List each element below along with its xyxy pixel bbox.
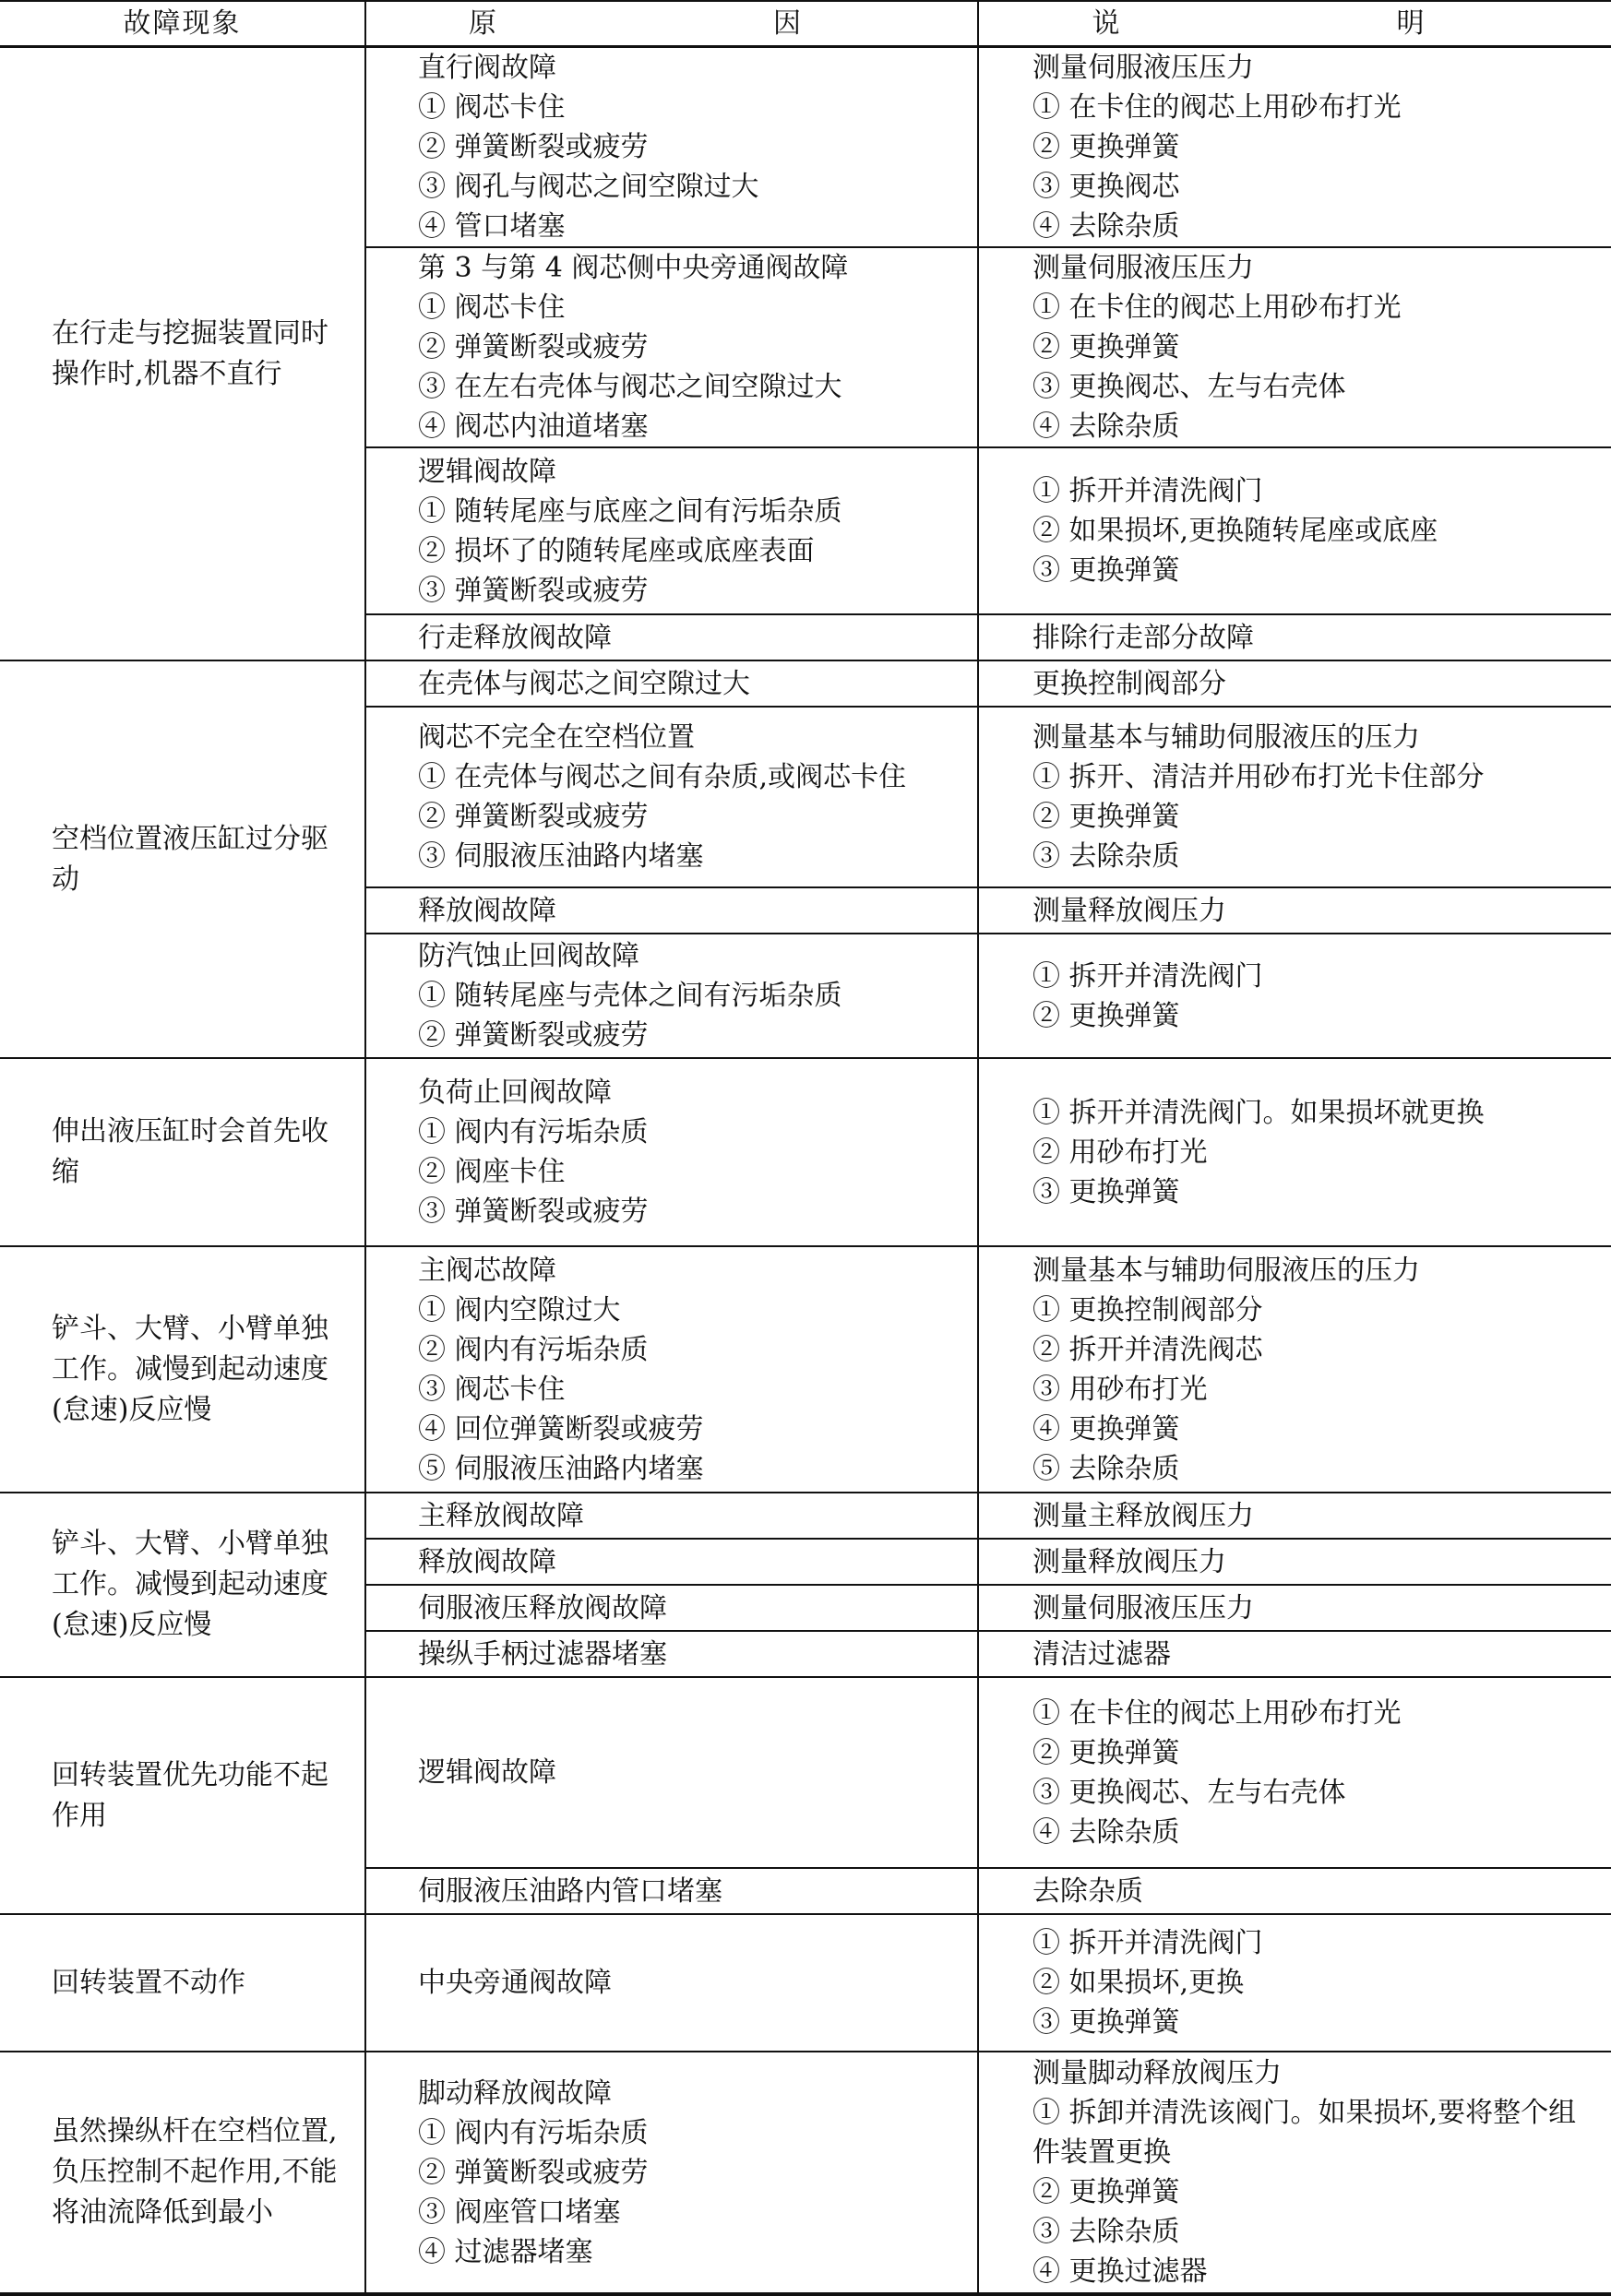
table-row	[0, 1677, 1611, 1868]
text-line: ② 更换弹簧	[1032, 999, 1180, 1032]
symptom-text: 回转装置不动作	[52, 1966, 245, 1999]
text-line: ③ 阀芯卡住	[418, 1373, 566, 1406]
text-line: ② 阀内有污垢杂质	[418, 1333, 649, 1366]
text-line: ② 更换弹簧	[1032, 801, 1180, 833]
symptom-cell	[0, 1493, 365, 1677]
cause-cell	[365, 1058, 978, 1246]
cause-cell	[365, 707, 978, 887]
text-line: 测量脚动释放阀压力	[1032, 2057, 1282, 2089]
text-line: 排除行走部分故障	[1032, 621, 1254, 654]
text-line: 测量基本与辅助伺服液压的压力	[1032, 1254, 1420, 1287]
text-line: ② 更换弹簧	[1032, 2176, 1180, 2208]
text-line: 行走释放阀故障	[418, 621, 612, 654]
header-cause: 原 因	[365, 1, 978, 47]
text-line: 逻辑阀故障	[418, 455, 556, 488]
text-line: ② 更换弹簧	[1032, 331, 1180, 363]
note-cell	[978, 1058, 1611, 1246]
symptom-text: 伸出液压缸时会首先收缩	[52, 1115, 328, 1188]
cause-cell	[365, 1246, 978, 1493]
text-line: ② 更换弹簧	[1032, 131, 1180, 163]
text-line: ① 在卡住的阀芯上用砂布打光	[1032, 291, 1402, 324]
text-line: 测量释放阀压力	[1032, 894, 1226, 927]
text-line: 伺服液压释放阀故障	[418, 1591, 667, 1624]
note-cell	[978, 660, 1611, 707]
cause-cell	[365, 47, 978, 248]
symptom-cell	[0, 2052, 365, 2294]
text-line: 在壳体与阀芯之间空隙过大	[418, 667, 750, 700]
note-cell	[978, 887, 1611, 934]
text-line: ① 阀内空隙过大	[418, 1293, 621, 1326]
text-line: ③ 更换阀芯、左与右壳体	[1032, 1776, 1346, 1809]
note-cell	[978, 1631, 1611, 1677]
text-line: 去除杂质	[1032, 1874, 1143, 1908]
text-line: ③ 阀座管口堵塞	[418, 2195, 621, 2229]
text-line: ② 弹簧断裂或疲劳	[418, 2156, 649, 2189]
text-line: ① 随转尾座与壳体之间有污垢杂质	[418, 980, 842, 1012]
text-line: 测量释放阀压力	[1032, 1545, 1226, 1578]
text-line: ② 更换弹簧	[1032, 1736, 1180, 1769]
note-cell	[978, 2052, 1611, 2294]
text-line: ③ 用砂布打光	[1032, 1373, 1208, 1406]
note-cell	[978, 934, 1611, 1058]
note-cell	[978, 614, 1611, 660]
text-line: 主释放阀故障	[418, 1499, 584, 1532]
text-line: ④ 去除杂质	[1032, 1815, 1180, 1849]
symptom-text: 在行走与挖掘装置同时操作时,机器不直行	[52, 316, 328, 390]
table-row	[0, 1246, 1611, 1493]
text-line: 测量基本与辅助伺服液压的压力	[1032, 721, 1420, 754]
cause-cell	[365, 1631, 978, 1677]
text-line: ④ 去除杂质	[1032, 210, 1180, 243]
text-line: 释放阀故障	[418, 894, 556, 927]
table-body	[0, 47, 1611, 2295]
text-line: ② 弹簧断裂或疲劳	[418, 801, 649, 833]
cause-cell	[365, 887, 978, 934]
text-line: ③ 伺服液压油路内堵塞	[418, 840, 704, 873]
cause-cell	[365, 614, 978, 660]
text-line: ① 在壳体与阀芯之间有杂质,或阀芯卡住	[418, 761, 907, 793]
text-line: 测量主释放阀压力	[1032, 1499, 1254, 1532]
text-line: ④ 过滤器堵塞	[418, 2235, 593, 2268]
symptom-cell	[0, 660, 365, 1058]
table-row	[0, 1493, 1611, 1539]
text-line: ① 在卡住的阀芯上用砂布打光	[1032, 1696, 1402, 1730]
table-row	[0, 2052, 1611, 2294]
symptom-text: 铲斗、大臂、小臂单独工作。减慢到起动速度(怠速)反应慢	[52, 1312, 328, 1426]
text-line: ① 拆开并清洗阀门	[1032, 475, 1263, 507]
symptom-cell	[0, 1246, 365, 1493]
text-line: ① 拆开、清洁并用砂布打光卡住部分	[1032, 761, 1485, 793]
note-cell	[978, 1585, 1611, 1631]
text-line: ② 弹簧断裂或疲劳	[418, 1019, 649, 1052]
text-line: 操纵手柄过滤器堵塞	[418, 1637, 667, 1671]
symptom-cell	[0, 47, 365, 661]
cause-cell	[365, 934, 978, 1058]
text-line: ③ 弹簧断裂或疲劳	[418, 574, 649, 607]
text-line: ① 阀内有污垢杂质	[418, 1116, 649, 1148]
text-line: ④ 阀芯内油道堵塞	[418, 410, 649, 443]
text-line: ① 拆开并清洗阀门。如果损坏就更换	[1032, 1096, 1485, 1129]
text-line: 更换控制阀部分	[1032, 667, 1226, 700]
text-line: 逻辑阀故障	[418, 1756, 556, 1789]
text-line: 测量伺服液压压力	[1032, 52, 1254, 84]
text-line: 测量伺服液压压力	[1032, 1591, 1254, 1624]
symptom-text: 空档位置液压缸过分驱动	[52, 822, 328, 896]
text-line: ① 在卡住的阀芯上用砂布打光	[1032, 91, 1402, 124]
text-line: ① 阀芯卡住	[418, 91, 566, 124]
cause-cell	[365, 1493, 978, 1539]
note-cell	[978, 47, 1611, 248]
text-line: ② 用砂布打光	[1032, 1136, 1208, 1169]
text-line: ① 阀芯卡住	[418, 291, 566, 324]
text-line: 主阀芯故障	[418, 1254, 556, 1287]
cause-cell	[365, 1539, 978, 1585]
text-line: ① 拆开并清洗阀门	[1032, 959, 1263, 993]
text-line: 清洁过滤器	[1032, 1637, 1171, 1671]
text-line: ⑤ 伺服液压油路内堵塞	[418, 1452, 704, 1485]
text-line: 防汽蚀止回阀故障	[418, 940, 639, 972]
cause-cell	[365, 447, 978, 614]
text-line: ④ 更换弹簧	[1032, 1412, 1180, 1445]
text-line: ② 阀座卡住	[418, 1156, 566, 1188]
note-cell	[978, 1677, 1611, 1868]
text-line: ③ 阀孔与阀芯之间空隙过大	[418, 171, 759, 203]
symptom-text: 虽然操纵杆在空档位置,负压控制不起作用,不能将油流降低到最小	[52, 2115, 338, 2229]
text-line: 直行阀故障	[418, 52, 556, 84]
text-line: ② 损坏了的随转尾座或底座表面	[418, 534, 815, 567]
text-line: ② 弹簧断裂或疲劳	[418, 131, 649, 163]
cause-cell	[365, 1868, 978, 1914]
text-line: 测量伺服液压压力	[1032, 252, 1254, 284]
symptom-cell	[0, 1058, 365, 1246]
text-line: ③ 去除杂质	[1032, 2216, 1180, 2248]
text-line: 释放阀故障	[418, 1545, 556, 1578]
text-line: ③ 更换弹簧	[1032, 2006, 1180, 2039]
symptom-cell	[0, 1677, 365, 1914]
symptom-text: 铲斗、大臂、小臂单独工作。减慢到起动速度(怠速)反应慢	[52, 1528, 328, 1641]
cause-cell	[365, 247, 978, 447]
text-line: ② 弹簧断裂或疲劳	[418, 331, 649, 363]
header-note: 说 明	[978, 1, 1611, 47]
cause-cell	[365, 1585, 978, 1631]
table-row	[0, 47, 1611, 248]
symptom-text: 回转装置优先功能不起作用	[52, 1758, 328, 1832]
note-cell	[978, 707, 1611, 887]
text-line: ③ 更换弹簧	[1032, 1175, 1180, 1208]
note-cell	[978, 1493, 1611, 1539]
symptom-cell	[0, 1914, 365, 2052]
text-line: ③ 更换弹簧	[1032, 554, 1180, 587]
note-cell	[978, 247, 1611, 447]
text-line: 负荷止回阀故障	[418, 1077, 612, 1109]
text-line: ③ 去除杂质	[1032, 840, 1180, 873]
table-row	[0, 1914, 1611, 2052]
note-cell	[978, 1539, 1611, 1585]
text-line: ③ 更换阀芯	[1032, 171, 1180, 203]
cause-cell	[365, 2052, 978, 2294]
cause-cell	[365, 660, 978, 707]
table-row	[0, 660, 1611, 707]
note-cell	[978, 1914, 1611, 2052]
text-line: ④ 回位弹簧断裂或疲劳	[418, 1412, 704, 1445]
cause-cell	[365, 1677, 978, 1868]
text-line: 伺服液压油路内管口堵塞	[418, 1874, 722, 1908]
text-line: ② 如果损坏,更换随转尾座或底座	[1032, 515, 1438, 547]
note-cell	[978, 1246, 1611, 1493]
text-line: ① 更换控制阀部分	[1032, 1293, 1263, 1326]
text-line: ④ 去除杂质	[1032, 410, 1180, 443]
cause-cell	[365, 1914, 978, 2052]
note-cell	[978, 447, 1611, 614]
text-line: ① 阀内有污垢杂质	[418, 2116, 649, 2149]
text-line: 中央旁通阀故障	[418, 1967, 612, 1999]
text-line: ④ 更换过滤器	[1032, 2255, 1208, 2288]
text-line: ⑤ 去除杂质	[1032, 1452, 1180, 1485]
text-line: ③ 弹簧断裂或疲劳	[418, 1196, 649, 1228]
table-row	[0, 1058, 1611, 1246]
header-row	[0, 1, 1611, 47]
text-line: ③ 更换阀芯、左与右壳体	[1032, 371, 1346, 403]
text-line: ① 拆开并清洗阀门	[1032, 1927, 1263, 1959]
text-line: ③ 在左右壳体与阀芯之间空隙过大	[418, 371, 842, 403]
text-line: ① 拆卸并清洗该阀门。如果损坏,要将整个组件装置更换	[1032, 2097, 1577, 2169]
note-cell	[978, 1868, 1611, 1914]
text-line: 第 3 与第 4 阀芯侧中央旁通阀故障	[418, 252, 849, 284]
text-line: 阀芯不完全在空档位置	[418, 721, 695, 754]
header-symptom: 故障现象	[0, 1, 365, 47]
text-line: ④ 管口堵塞	[418, 210, 566, 243]
text-line: ① 随转尾座与底座之间有污垢杂质	[418, 494, 842, 528]
text-line: ② 如果损坏,更换	[1032, 1967, 1245, 1999]
text-line: 脚动释放阀故障	[418, 2076, 612, 2110]
text-line: ② 拆开并清洗阀芯	[1032, 1333, 1263, 1366]
